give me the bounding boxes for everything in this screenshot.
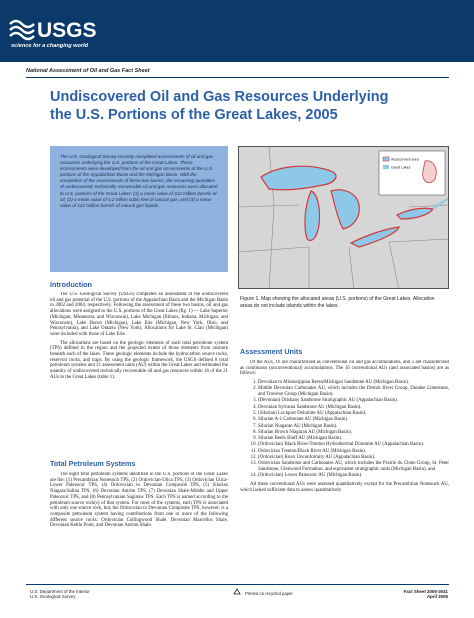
au-outro: All these conventional AUs were assessed quantitatively except for the Precambrian Nonesuch AU, which lacked sufficient data to assess quantitatively.	[240, 482, 449, 493]
section-heading-introduction: Introduction	[50, 280, 92, 289]
list-item: 13. Ordovician Sandstone and Carbonates AU, which includes the Prairie du Chien Group, St. Peter Sandstone, Glenwood Formation, and equivalent stratigraphic units (Michigan Basin), and	[258, 461, 449, 472]
assessment-units-text	[240, 360, 449, 578]
intro-paragraph: The allocations are based on the geologic elements of each total petroleum system (TPS) defined in the region and the projected extent of those elements from onshore beneath each of the lakes. These geologic elements include the hydrocarbon source rocks, reservoir rocks, and traps. By using the geologic framework, the USGS defined 8 total petroleum systems and 21 assessment units (AU) within the Great Lakes and estimated the quantity of undiscovered technically recoverable oil and gas resources within 16 of the 21 AUs in the Great Lakes (table 1).	[50, 340, 228, 380]
footer-survey: U.S. Geological Survey	[30, 594, 76, 600]
list-item: 4. Devonian Sylvania Sandstone AU (Michigan Basin).	[258, 405, 449, 411]
great-lakes-map	[238, 146, 449, 289]
top-divider	[26, 77, 449, 78]
abstract-box: The U.S. Geological Survey recently completed assessments of oil and gas resources underlying the U.S. portions of the Great Lakes. These assessments were developed from the oil and gas assessments of the U.S. portions of the Appalachian Basin and the Michigan Basin. With the completion of the assessments of these two basins, the remaining quantities of undiscovered, technically recoverable oil and gas resources were allocated to U.S. portions of the Great Lakes: (1) a mean value of 312 million barrels of oil, (2) a mean value of 5.2 trillion cubic feet of natural gas, and (3) a mean value of 122 million barrels of natural gas liquids.	[50, 146, 228, 272]
tps-paragraph: The eight total petroleum systems identified in the U.S. portions of the Great Lakes are the: (1) Precambrian Nonesuch TPS, (2) Ordovician-Utica TPS, (3) Ordovician Utica-Lower Paleozoic TPS, (4) Ordovician to Devonian Composite TPS, (5) Silurian Niagara/Salina TPS, (6) Devonian Antrim TPS, (7) Devonian Shale-Middle and Upper Paleozoic TPS, and (8) Pennsylvanian Saginaw TPS. Each TPS is named according to the petroleum source rock(s) of that system. For most of the systems, each TPS is associated with only one source rock, but, the Ordovician to Devonian Composite TPS, however, is a composite petroleum system having contributions from one or more of the following different source rocks: Ordovician Collingwood Shale, Devonian Marcellus Shale, Devonian Kettle Point, and Devonian Antrim Shale.	[50, 472, 228, 529]
map-figure	[239, 147, 449, 289]
list-item: 14. (Ordovician) Lower Paleozoic AU (Michigan Basin).	[258, 473, 449, 479]
list-item: 6. Silurian A-1 Carbonate AU (Michigan Basin).	[258, 417, 449, 423]
au-intro: Of the AUs, 16 are characterized as conventional oil and gas accumulations, and 5 are characterized as continuous (unconventional) accumulations. The 16 conventional AUs (and associated basins) are as follows:	[240, 360, 449, 377]
list-item: 5. (Silurian) Lockport Dolomite AU (Appalachian Basin).	[258, 411, 449, 417]
tps-text	[50, 472, 228, 577]
list-item: 10. (Ordovician) Black River-Trenton Hydrothermal Dolomite AU (Appalachian Basin).	[258, 442, 449, 448]
usgs-header-banner	[0, 0, 474, 62]
list-item: 3. (Devonian) Oriskany Sandstone Stratigraphic AU (Appalachian Basin).	[258, 398, 449, 404]
intro-paragraph: The U.S. Geological Survey (USGS) completed an assessment of the undiscovered oil and gas potential of the U.S. portions of the Appalachian Basin and the Michigan Basin in 2002 and 2004, respectively. Following the assessment of these two basins, oil and gas allocations were assigned to the U.S. portions of the Great Lakes (fig. 1) — Lake Superior (Michigan, Minnesota, and Wisconsin), Lake Michigan (Illinois, Indiana, Michigan, and Wisconsin), Lake Huron (Michigan), Lake Erie (Michigan, New York, Ohio, and Pennsylvania), and Lake Ontario (New York). Allocations for Lake St. Clair (Michigan) were included with those of Lake Erie.	[50, 292, 228, 337]
footer-fact-sheet	[404, 589, 448, 600]
list-item: 12. (Ordovician) Knox Unconformity AU (Appalachian Basin).	[258, 455, 449, 461]
footer-recycled-note: Printed on recycled paper	[245, 591, 293, 596]
footer-agency	[30, 589, 90, 600]
assessment-unit-list	[252, 380, 449, 479]
list-item: 8. Silurian Brown Niagaran AU (Michigan Basin).	[258, 430, 449, 436]
usgs-logo-icon	[8, 10, 128, 50]
legend-assessment: Assessment area	[391, 157, 419, 162]
recycle-icon	[232, 588, 242, 598]
section-heading-assessment-units: Assessment Units	[240, 347, 303, 356]
map-inset	[379, 151, 445, 195]
fact-sheet-date: April 2005	[427, 594, 448, 600]
bottom-divider	[26, 584, 449, 585]
section-heading-total-petroleum-systems: Total Petroleum Systems	[50, 459, 136, 468]
list-item: 7. Silurian Niagaran AU (Michigan Basin).	[258, 424, 449, 430]
fact-sheet-number: Fact Sheet 2005-3041	[403, 589, 448, 594]
introduction-text	[50, 292, 228, 452]
footer-department: U.S. Department of the Interior	[30, 589, 90, 594]
logo-tagline: science for a changing world	[11, 43, 89, 49]
logo-text: USGS	[37, 19, 97, 42]
legend-lakes: Great Lakes	[391, 165, 411, 170]
list-item: 1. Devonian to Mississippian Berea/Michigan Sandstone AU (Michigan Basin).	[258, 380, 449, 386]
series-label: National Assessment of Oil and Gas Fact Sheet	[26, 68, 150, 74]
figure-caption: Figure 1. Map showing the allocated areas (U.S. portions) of the Great Lakes. Allocation areas do not include islands within the lakes.	[240, 296, 435, 309]
list-item: 11. Ordovician Trenton/Black River AU (Michigan Basin).	[258, 449, 449, 455]
list-item: 2. Middle Devonian Carbonates AU, which includes the Detroit River Group, Dundee Limestone, and Traverse Group (Michigan Basin).	[258, 386, 449, 397]
page-title: Undiscovered Oil and Gas Resources Underlying the U.S. Portions of the Great Lakes, 2005	[50, 89, 389, 123]
list-item: 9. Silurian Reefs Bluff AU (Michigan Basin).	[258, 436, 449, 442]
